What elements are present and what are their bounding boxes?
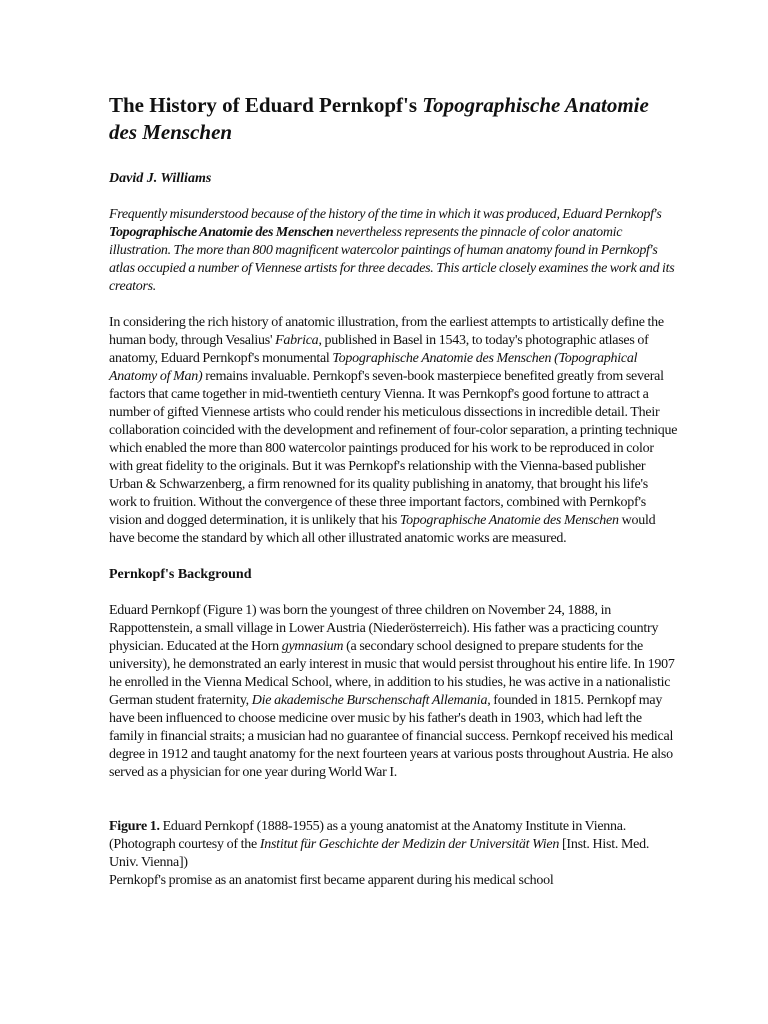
intro-italic-1: Fabrica [275,333,319,348]
title-italic: Topographische Anatomie des Menschen [109,93,649,144]
intro-paragraph [109,314,678,548]
intro-text-1: In considering the rich history of anatomic illustration, from the earliest attempts to artistically define the human body, through Vesalius' [109,315,664,348]
caption-text-1: Eduard Pernkopf (1888-1955) as a young anatomist at the Anatomy Institute in Vienna. (Photograph courtesy of the [109,819,627,852]
intro-text-4: would have become the standard by which all other illustrated anatomic works are measured. [109,513,656,546]
background-paragraph [109,602,678,782]
article-title [109,92,678,146]
caption-italic-1: Institut für Geschichte der Medizin der Universität Wien [259,837,560,852]
intro-italic-2: Topographische Anatomie des Menschen (Topographical Anatomy of Man) [109,351,638,384]
intro-text-2: , published in Basel in 1543, to today's photographic atlases of anatomy, Eduard Pernkopf's monumental [109,333,649,366]
background-text-3: , founded in 1815. Pernkopf may have been influenced to choose medicine over music by his father's death in 1903, which had left the family in financial straits; a musician had no guarantee of financial success. Pernkopf received his medical degree in 1912 and taught anatomy for the next fourteen years at various posts throughout Austria. He also served as a physician for one year during World War I. [109,693,674,780]
figure-caption [109,818,678,872]
title-plain: The History of Eduard Pernkopf's [109,93,423,117]
section-heading: Pernkopf's Background [109,567,252,582]
figure-label: Figure 1. [109,819,160,834]
abstract-part2: nevertheless represents the pinnacle of color anatomic illustration. The more than 800 magnificent watercolor paintings of human anatomy found in Pernkopf's atlas occupied a number of Viennese artists for three decades. This article closely examines the work and its creators. [109,225,675,294]
background-italic-2: Die akademische Burschenschaft Allemania [251,693,488,708]
caption-text-2: [Inst. Hist. Med. Univ. Vienna]) [109,837,650,870]
continuation-paragraph: Pernkopf's promise as an anatomist first became apparent during his medical school [109,873,554,888]
intro-text-3: remains invaluable. Pernkopf's seven-book masterpiece benefited greatly from several factors that came together in mid-twentieth century Vienna. It was Pernkopf's good fortune to attract a number of gifted Viennese artists who could render his meticulous dissections in incredible detail. Their collaboration coincided with the development and refinement of four-color separation, a printing technique which enabled the more than 800 watercolor paintings produced for his work to be reproduced in color with great fidelity to the originals. But it was Pernkopf's relationship with the Vienna-based publisher Urban & Schwarzenberg, a firm renowned for its quality publishing in anatomy, that brought his life's work to fruition. Without the convergence of these three important factors, combined with Pernkopf's vision and dogged determination, it is unlikely that his [109,369,678,528]
background-text-1: Eduard Pernkopf (Figure 1) was born the youngest of three children on November 24, 1888, in Rappottenstein, a small village in Lower Austria (Niederösterreich). His father was a practicing country physician. Educated at the Horn [109,603,659,654]
abstract-part1: Frequently misunderstood because of the history of the time in which it was produced, Eduard Pernkopf's [109,207,662,222]
abstract [109,206,678,296]
intro-italic-3: Topographische Anatomie des Menschen [399,513,619,528]
background-text-2: (a secondary school designed to prepare students for the university), he demonstrated an early interest in music that would persist throughout his entire life. In 1907 he enrolled in the Vienna Medical School, where, in addition to his studies, he was active in a nationalistic German student fraternity, [109,639,675,708]
author-name: David J. Williams [109,171,212,186]
abstract-bold-title: Topographische Anatomie des Menschen [109,225,334,240]
background-italic-1: gymnasium [281,639,344,654]
